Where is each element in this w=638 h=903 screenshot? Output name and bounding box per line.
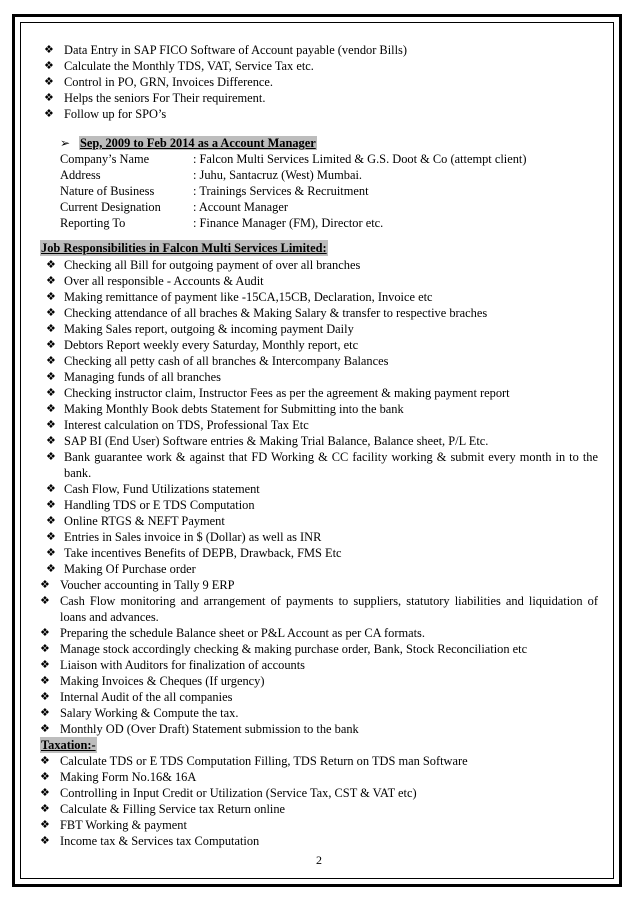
diamond-bullet-icon: ❖ — [46, 435, 56, 447]
diamond-bullet-icon: ❖ — [46, 339, 56, 351]
document-page: ❖ Data Entry in SAP FICO Software of Account payable (vendor Bills) ❖ Calculate the Monthly TDS, VAT, Service Tax etc. ❖ Control in PO, GRN, Invoices Difference. ❖ Helps the seniors For Their requirement. ❖ Follow up for SPO’s ➢ Sep, 2009 to Feb 2014 as a Account Manager Company’s Name : Falcon Multi Services Limited & G.S. Doot & Co (attempt client) Address : Juhu, Santacruz (West) Mumbai. Nature of Business : Trainings Services & Recruitment Current Designation : Account Manager Reporting To : Finance Manager (FM), Director etc. Job Responsibilities in Falcon Multi Services Limited: ❖ Checking all Bill for outgoing payment of over all branches ❖ Over all responsible - Accounts & Audit ❖ Making remittance of payment like -15CA,15CB, Declaration, Invoice etc ❖ Checking attendance of all braches & Making Salary & transfer to respective braches ❖ Making Sales report, outgoing & incoming payment Daily ❖ Debtors Report weekly every Saturday, Monthly report, etc ❖ Checking all petty cash of all branches & Intercompany Balances ❖ Managing funds of all branches ❖ Checking instructor claim, Instructor Fees as per the agreement & making payment report ❖ Making Monthly Book debts Statement for Submitting into the bank ❖ Interest calculation on TDS, Professional Tax Etc ❖ SAP BI (End User) Software entries & Making Trial Balance, Balance sheet, P/L Etc. ❖ Bank guarantee work & against that FD Working & CC facility working & submit every month in to the bank. ❖ Cash Flow, Fund Utilizations statement ❖ Handling TDS or E TDS Computation ❖ Online RTGS & NEFT Payment ❖ Entries in Sales invoice in $ (Dollar) as well as INR ❖ Take incentives Benefits of DEPB, Drawback, FMS Etc ❖ Making Of Purchase order ❖ Voucher accounting in Tally 9 ERP ❖ Cash Flow monitoring and arrangement of payments to suppliers, statutory liabilities and liquidation of loans and advances. ❖ Preparing the schedule Balance sheet or P&L Account as per CA formats. ❖ Manage stock accordingly checking & making purchase order, Bank, Stock Reconciliation etc ❖ Liaison with Auditors for finalization of accounts ❖ Making Invoices & Cheques (If urgency) ❖ Internal Audit of the all companies ❖ Salary Working & Compute the tax. ❖ Monthly OD (Over Draft) Statement submission to the bank Taxation:- ❖ Calculate TDS or E TDS Computation Filling, TDS Return on TDS man Software ❖ Making Form No.16& 16A ❖ Controlling in Input Credit or Utilization (Service Tax, CST & VAT etc) ❖ Calculate & Filling Service tax Return online ❖ FBT Working & payment ❖ Income tax & Services tax Computation 2 — [0, 0, 638, 903]
diamond-bullet-icon: ❖ — [40, 755, 50, 767]
section-heading-taxation: Taxation:- — [41, 738, 96, 752]
diamond-bullet-icon: ❖ — [46, 499, 56, 511]
diamond-bullet-icon: ❖ — [40, 787, 50, 799]
diamond-bullet-icon: ❖ — [44, 92, 54, 104]
diamond-bullet-icon: ❖ — [44, 44, 54, 56]
job-field-label: Company’s Name — [60, 152, 150, 166]
diamond-bullet-icon: ❖ — [40, 723, 50, 735]
diamond-bullet-icon: ❖ — [40, 771, 50, 783]
job-field-value: : Finance Manager (FM), Director etc. — [193, 216, 384, 230]
diamond-bullet-icon: ❖ — [46, 371, 56, 383]
diamond-bullet-icon: ❖ — [40, 707, 50, 719]
job-field-value: : Falcon Multi Services Limited & G.S. Doot & Co (attempt client) — [193, 152, 527, 166]
diamond-bullet-icon: ❖ — [44, 60, 54, 72]
section-heading-responsibilities: Job Responsibilities in Falcon Multi Services Limited: — [41, 241, 327, 255]
diamond-bullet-icon: ❖ — [40, 643, 50, 655]
diamond-bullet-icon: ❖ — [46, 291, 56, 303]
job-title: Sep, 2009 to Feb 2014 as a Account Manager — [80, 136, 316, 150]
job-field-label: Current Designation — [60, 200, 161, 214]
diamond-bullet-icon: ❖ — [40, 819, 50, 831]
diamond-bullet-icon: ❖ — [46, 259, 56, 271]
diamond-bullet-icon: ❖ — [46, 403, 56, 415]
diamond-bullet-icon: ❖ — [46, 531, 56, 543]
job-field-value: : Trainings Services & Recruitment — [193, 184, 369, 198]
diamond-bullet-icon: ❖ — [44, 76, 54, 88]
job-field-value: : Account Manager — [193, 200, 288, 214]
job-field-label: Address — [60, 168, 101, 182]
diamond-bullet-icon: ❖ — [46, 419, 56, 431]
diamond-bullet-icon: ❖ — [40, 595, 50, 607]
diamond-bullet-icon: ❖ — [46, 323, 56, 335]
diamond-bullet-icon: ❖ — [40, 675, 50, 687]
diamond-bullet-icon: ❖ — [40, 579, 50, 591]
diamond-bullet-icon: ❖ — [40, 627, 50, 639]
diamond-bullet-icon: ❖ — [40, 659, 50, 671]
diamond-bullet-icon: ❖ — [46, 451, 56, 463]
diamond-bullet-icon: ❖ — [46, 355, 56, 367]
diamond-bullet-icon: ❖ — [44, 108, 54, 120]
job-field-label: Reporting To — [60, 216, 126, 230]
diamond-bullet-icon: ❖ — [46, 307, 56, 319]
job-field-value: : Juhu, Santacruz (West) Mumbai. — [193, 168, 362, 182]
diamond-bullet-icon: ❖ — [40, 835, 50, 847]
diamond-bullet-icon: ❖ — [46, 563, 56, 575]
arrow-bullet-icon: ➢ — [60, 136, 71, 150]
diamond-bullet-icon: ❖ — [46, 483, 56, 495]
diamond-bullet-icon: ❖ — [46, 275, 56, 287]
diamond-bullet-icon: ❖ — [46, 547, 56, 559]
diamond-bullet-icon: ❖ — [46, 515, 56, 527]
job-field-label: Nature of Business — [60, 184, 155, 198]
diamond-bullet-icon: ❖ — [40, 691, 50, 703]
diamond-bullet-icon: ❖ — [40, 803, 50, 815]
diamond-bullet-icon: ❖ — [46, 387, 56, 399]
page-number: 2 — [316, 853, 322, 867]
